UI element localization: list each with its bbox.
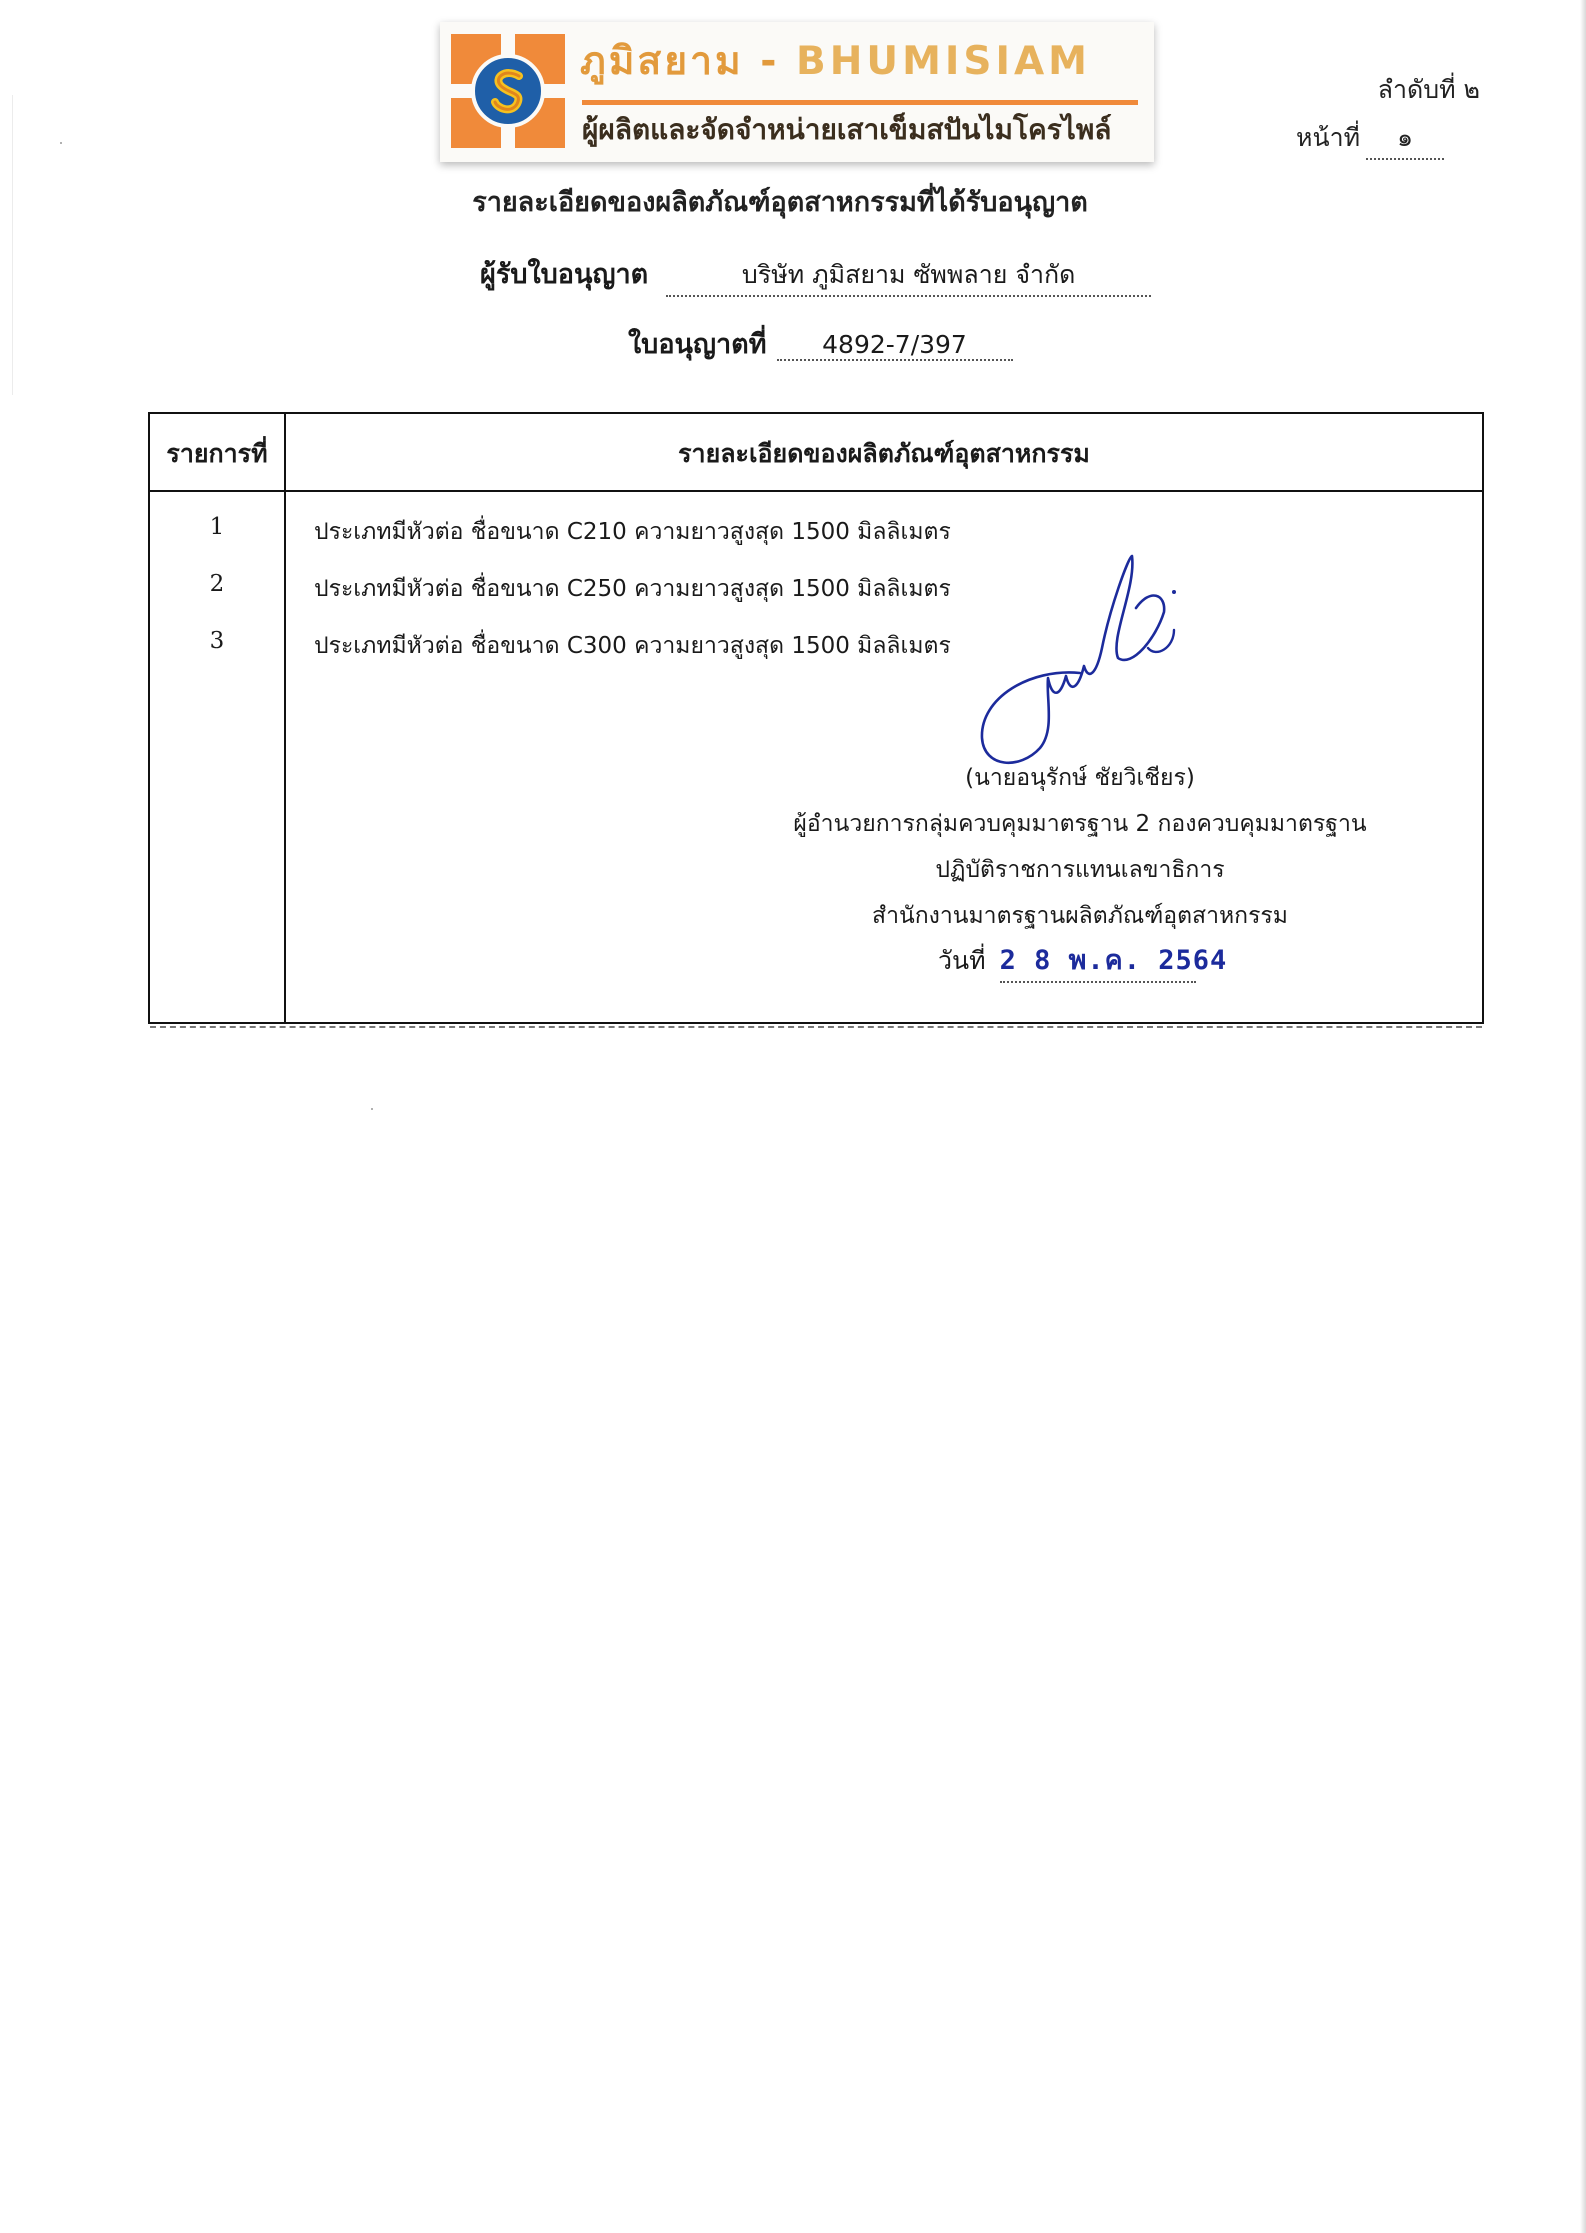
- scan-speck: [60, 142, 62, 144]
- document-title: รายละเอียดของผลิตภัณฑ์อุตสาหกรรมที่ได้รับอนุญาต: [472, 187, 1088, 218]
- table-header-rule: [150, 490, 1482, 492]
- logo-title-english: BHUMISIAM: [796, 39, 1091, 84]
- column-header-item-no: รายการที่: [166, 439, 268, 468]
- signature-date-label: วันที่: [938, 946, 986, 975]
- scan-left-edge: [0, 95, 13, 395]
- table-column-divider: [284, 414, 286, 1022]
- table-row-1-text: ประเภทมีหัวต่อ ชื่อขนาด C210 ความยาวสูงสุด 1500 มิลลิเมตร: [314, 519, 951, 545]
- table-row-3-no: 3: [209, 628, 225, 654]
- page-number-label: หน้าที่: [1296, 123, 1361, 152]
- signatory-position: ผู้อำนวยการกลุ่มควบคุมมาตรฐาน 2 กองควบคุมมาตรฐาน: [793, 811, 1367, 837]
- table-bottom-edge: [150, 1026, 1482, 1028]
- logo-rule: [582, 100, 1138, 105]
- signatory-office: สำนักงานมาตรฐานผลิตภัณฑ์อุตสาหกรรม: [872, 903, 1288, 929]
- logo-title: [580, 32, 1140, 92]
- license-number-label: ใบอนุญาตที่: [628, 329, 767, 360]
- licensee-value: บริษัท ภูมิสยาม ซัพพลาย จำกัด: [666, 255, 1151, 297]
- logo-title-separator: -: [760, 39, 780, 84]
- table-row-3-text: ประเภทมีหัวต่อ ชื่อขนาด C300 ความยาวสูงสุด 1500 มิลลิเมตร: [314, 633, 951, 659]
- page-number: [1296, 118, 1480, 160]
- column-header-detail: รายละเอียดของผลิตภัณฑ์อุตสาหกรรม: [678, 439, 1090, 468]
- logo-title-thai: ภูมิสยาม: [580, 39, 744, 84]
- licensee-label: ผู้รับใบอนุญาต: [480, 259, 649, 290]
- signatory-name: (นายอนุรักษ์ ชัยวิเชียร): [965, 765, 1195, 791]
- signatory-acting-for: ปฏิบัติราชการแทนเลขาธิการ: [935, 857, 1225, 883]
- company-logo-banner: [440, 22, 1154, 162]
- table-row-1-no: 1: [209, 514, 225, 540]
- scan-speck: [371, 1108, 373, 1110]
- table-row-2-text: ประเภทมีหัวต่อ ชื่อขนาด C250 ความยาวสูงสุด 1500 มิลลิเมตร: [314, 576, 951, 602]
- spiral-emblem-icon: [471, 54, 545, 128]
- signature-date-line: [938, 938, 1338, 983]
- handwritten-signature: [960, 548, 1200, 778]
- page-number-value: ๑: [1366, 118, 1444, 160]
- signature-date-value: 2 8 พ.ค. 2564: [1000, 938, 1196, 983]
- logo-mark: [451, 34, 565, 148]
- table-row-2-no: 2: [209, 571, 225, 597]
- license-number-line: [628, 322, 1128, 365]
- order-number: ลำดับที่ ๒: [1377, 75, 1480, 104]
- licensee-line: [480, 252, 1200, 297]
- logo-subtitle: ผู้ผลิตและจัดจำหน่ายเสาเข็มสปันไมโครไพล์: [582, 113, 1112, 146]
- scan-right-edge: [1580, 0, 1586, 2233]
- license-number-value: 4892-7/397: [777, 330, 1013, 361]
